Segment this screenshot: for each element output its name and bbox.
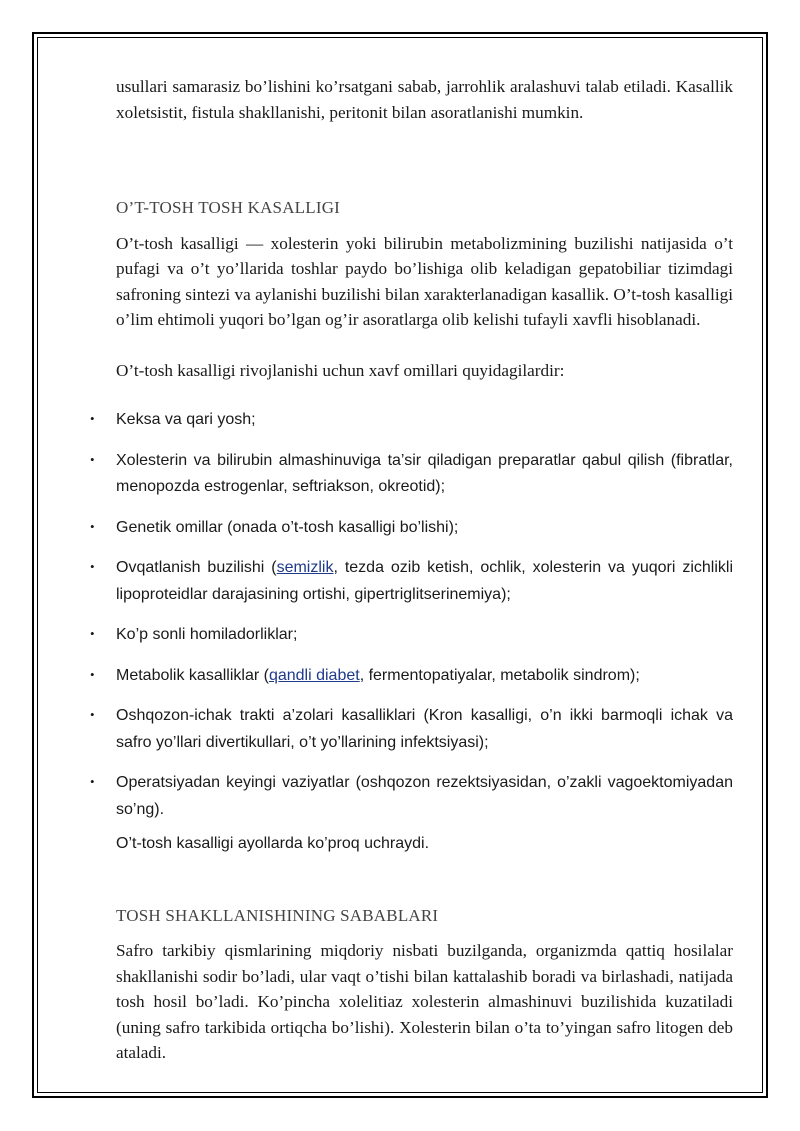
list-item-text: Operatsiyadan keyingi vaziyatlar (oshqozon rezektsiyasidan, o’zakli vagoektomiyadan so’ng).	[116, 774, 733, 818]
list-item	[90, 406, 733, 433]
causes-paragraph: Safro tarkibiy qismlarining miqdoriy nisbati buzilganda, organizmda qattiq hosilalar shakllanishi sodir bo’ladi, ular vaqt o’tishi bilan kattalashib boradi va birlashadi, natijada tosh hosil bo’ladi. Ko’pincha xolelitiaz xolesterin almashinuvi buzilishida kuzatiladi (uning safro tarkibida ortiqcha bo’lishi). Xolesterin bilan o’ta to’yingan safro litogen deb ataladi.	[116, 941, 733, 1062]
bullet-icon: •	[90, 518, 95, 534]
list-item-text: Keksa va qari yosh;	[116, 411, 256, 428]
bullet-icon: •	[90, 559, 95, 574]
list-item	[90, 769, 733, 822]
list-item	[90, 621, 733, 648]
list-item-text-pre: Metabolik kasalliklar (	[116, 666, 269, 684]
list-item	[90, 447, 733, 500]
list-item-text-post: , tezda ozib ketish, ochlik, xolesterin va yuqori zichlikli lipoproteidlar darajasining ortishi, gipertriglitserinemiya);	[116, 559, 733, 603]
section-heading-gallstone: O’T-TOSH TOSH KASALLIGI	[116, 198, 341, 217]
bullet-icon: •	[90, 411, 95, 426]
bullet-icon: •	[90, 707, 95, 722]
list-item-text-pre: Ovqatlanish buzilishi (	[116, 559, 277, 576]
section-heading-causes: TOSH SHAKLLANISHINING SABABLARI	[116, 905, 439, 925]
list-item-text	[116, 667, 640, 684]
bullet-icon: •	[90, 626, 95, 641]
list-item-text: Xolesterin va bilirubin almashinuviga ta’sir qiladigan preparatlar qabul qilish (fibratlar, menopozda estrogenlar, seftriakson, okreotid);	[116, 451, 733, 495]
list-item	[90, 514, 733, 541]
list-item	[90, 662, 733, 689]
risk-factors-intro: O’t-tosh kasalligi rivojlanishi uchun xavf omillari quyidagilardir:	[116, 360, 565, 380]
list-item-text	[116, 559, 733, 603]
definition-paragraph: O’t-tosh kasalligi — xolesterin yoki bilirubin metabolizmining buzilishi natijasida o’t pufagi va o’t yo’llarida toshlar paydo bo’lishiga olib keladigan gepatobiliar tizimdagi safroning sintezi va aylanishi buzilishi bilan xarakterlanadigan kasallik. O’t-tosh kasalligi o’lim ehtimoli yuqori bo’lgan og’ir asoratlarga olib kelishi tufayli xavfli hisoblanadi.	[116, 233, 733, 329]
risk-factors-list	[90, 406, 733, 822]
list-item-text: Genetik omillar (onada o’t-tosh kasalligi bo’lishi);	[116, 518, 459, 536]
prevalence-note: O’t-tosh kasalligi ayollarda ko’proq uchraydi.	[116, 835, 430, 852]
list-item-text-post: , fermentopatiyalar, metabolik sindrom);	[359, 666, 640, 684]
bullet-icon: •	[90, 451, 95, 467]
list-item	[90, 554, 733, 607]
list-item-text: Ko’p sonli homiladorliklar;	[116, 626, 298, 643]
intro-paragraph: usullari samarasiz bo’lishini ko’rsatgani sabab, jarrohlik aralashuvi talab etiladi. Kasallik xoletsistit, fistula shakllanishi, peritonit bilan asoratlanishi mumkin.	[116, 77, 733, 122]
bullet-icon: •	[90, 666, 95, 682]
diabetes-link[interactable]: qandli diabet	[268, 666, 360, 684]
list-item	[90, 702, 733, 755]
bullet-icon: •	[90, 774, 95, 789]
document-body	[90, 74, 733, 1066]
list-item-text: Oshqozon-ichak trakti a’zolari kasalliklari (Kron kasalligi, o’n ikki barmoqli ichak va safro yo’llari divertikullari, o’t yo’llarining infektsiyasi);	[116, 707, 733, 751]
obesity-link[interactable]: semizlik	[276, 559, 334, 576]
